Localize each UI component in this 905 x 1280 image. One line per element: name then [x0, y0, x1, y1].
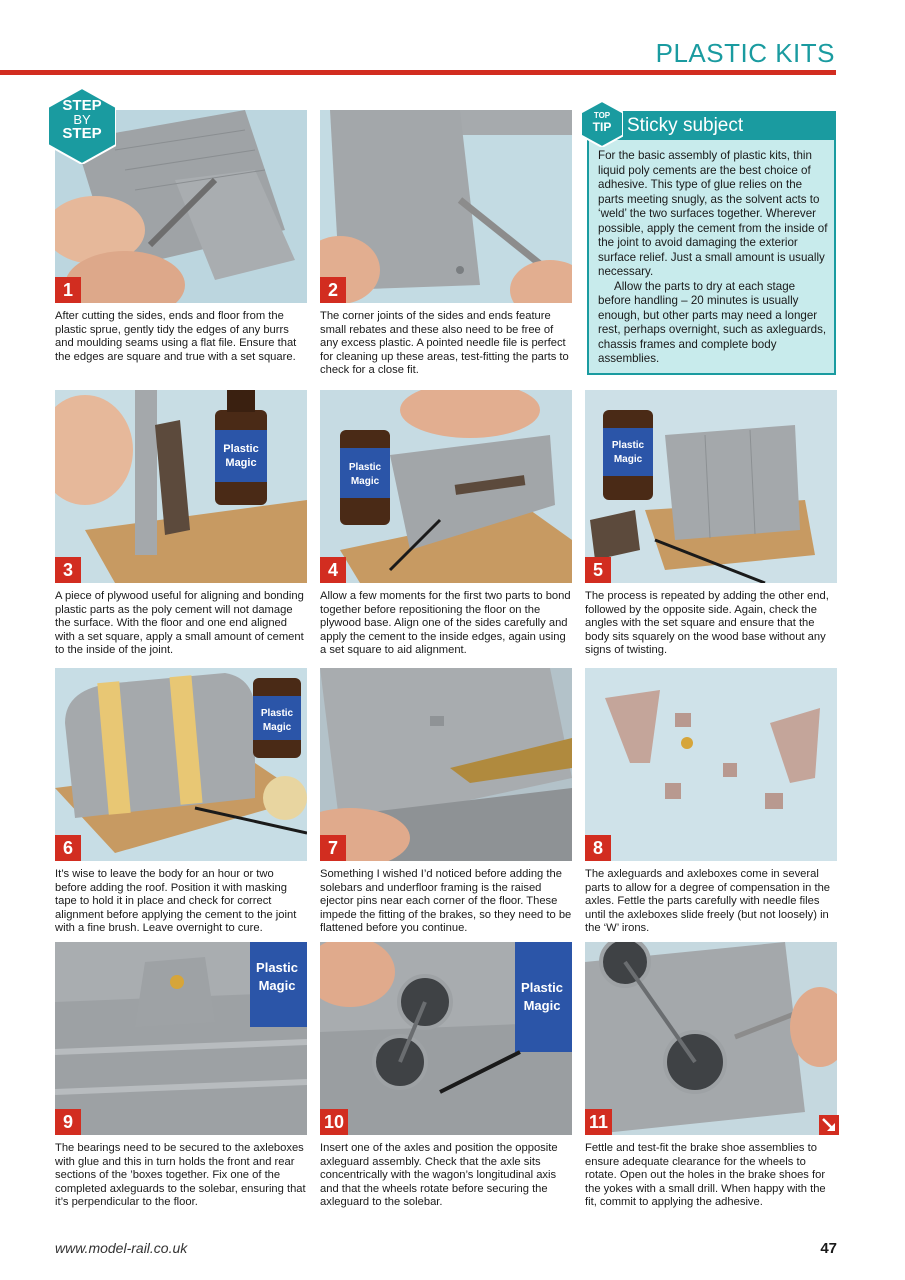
- step-8-photo: [585, 668, 837, 861]
- footer-url: www.model-rail.co.uk: [55, 1240, 188, 1256]
- step-1-caption: After cutting the sides, ends and floor from the plastic sprue, gently tidy the edges of any burrs and moulding seams using a flat file. Ensure that the edges are square and true with a set square.: [55, 310, 297, 363]
- tip-paragraph-2: Allow the parts to dry at each stage before handling – 20 minutes is usually enough, but other parts may need a longer rest, perhaps overnight, such as axleguards, chassis frames and complete body assemblies.: [598, 279, 827, 365]
- step-9: [55, 942, 307, 1210]
- section-title: PLASTIC KITS: [655, 38, 835, 68]
- step-5: [585, 390, 837, 658]
- page-number: 47: [820, 1240, 837, 1257]
- step-5-bottle-label-1: Plastic: [611, 440, 645, 451]
- step-2-caption: The corner joints of the sides and ends feature small rebates and these also need to be free of any excess plastic. A pointed needle file is perfect for cleaning up these areas, test-fitting the parts to check for a close fit.: [320, 310, 569, 377]
- step-6: [55, 668, 307, 936]
- step-3-caption: A piece of plywood useful for aligning and bonding plastic parts as the poly cement will not damage the surface. With the floor and one end aligned with a set square, apply a small amount of cement to the inside of the joint.: [55, 590, 304, 657]
- step-5-caption: The process is repeated by adding the other end, followed by the opposite side. Again, check the angles with the set square and ensure that the body sits squarely on the wood base without any signs of twisting.: [585, 590, 829, 657]
- step-7-photo: [320, 668, 572, 861]
- step-11-caption: Fettle and test-fit the brake shoe assemblies to ensure adequate clearance for the wheels to rotate. Open out the holes in the brake shoes for the yokes with a small drill. When happy with the fit, commit to applying the adhesive.: [585, 1142, 826, 1209]
- step-6-number: 6: [55, 835, 81, 861]
- step-10-caption: Insert one of the axles and position the opposite axleguard assembly. Check that the axle sits concentrically with the wagon’s longitudinal axis and that the wheels rotate before securing the axleguard to the solebar.: [320, 1142, 558, 1209]
- step-5-photo: [585, 390, 837, 583]
- step-10-bottle-label-2: Magic: [523, 998, 561, 1013]
- step-4-bottle-label-2: Magic: [350, 476, 380, 487]
- step-2-number: 2: [320, 277, 346, 303]
- step-2: [320, 110, 572, 378]
- step-9-caption: The bearings need to be secured to the axleboxes with glue and this in turn holds the front and rear sections of the ’boxes together. Fix one of the completed axleguards to the solebar, ensuring that it’s perpendicular to the floor.: [55, 1142, 306, 1209]
- step-4-photo: [320, 390, 572, 583]
- step-10: [320, 942, 572, 1210]
- top-tip-badge: [581, 101, 623, 147]
- tip-title: Sticky subject: [627, 115, 744, 136]
- tip-paragraph-1: For the basic assembly of plastic kits, thin liquid poly cements are the best choice of adhesive. This type of glue relies on the parts meeting snugly, as the solvent acts to ‘weld’ the two surfaces together. Wherever possible, apply the cement from the inside of the joint to avoid damaging the exterior surface relief. Just a small amount is usually necessary.: [598, 149, 828, 278]
- continue-arrow-icon: [819, 1115, 839, 1135]
- step-5-number: 5: [585, 557, 611, 583]
- step-badge-line2: BY: [73, 112, 91, 127]
- step-4: [320, 390, 572, 658]
- step-9-number: 9: [55, 1109, 81, 1135]
- step-9-photo: [55, 942, 307, 1135]
- step-3-photo: [55, 390, 307, 583]
- step-10-bottle-label-1: Plastic: [521, 980, 563, 995]
- step-7-number: 7: [320, 835, 346, 861]
- step-11-number: 11: [585, 1109, 612, 1135]
- tip-badge-top: TOP: [593, 111, 611, 120]
- step-8-number: 8: [585, 835, 611, 861]
- step-4-number: 4: [320, 557, 346, 583]
- step-9-bottle-label-2: Magic: [258, 978, 296, 993]
- step-1-number: 1: [55, 277, 81, 303]
- step-7-caption: Something I wished I’d noticed before adding the solebars and underfloor framing is the raised ejector pins near each corner of the floor. These impede the fitting of the brakes, so they need to be flattened before you continue.: [320, 868, 572, 935]
- step-10-number: 10: [320, 1109, 348, 1135]
- step-4-bottle-label-1: Plastic: [348, 462, 382, 473]
- step-3: [55, 390, 307, 658]
- step-7: [320, 668, 572, 936]
- step-badge-line3: STEP: [62, 125, 102, 142]
- step-3-bottle-label-2: Magic: [225, 457, 257, 469]
- step-11: [585, 942, 837, 1210]
- top-tip-box: [587, 111, 836, 375]
- step-8-caption: The axleguards and axleboxes come in several parts to allow for a degree of compensation in the axles. Fettle the parts carefully with needle files until the axleboxes slide freely (but not loosely) in the ‘W’ irons.: [585, 868, 831, 935]
- step-3-bottle-label-1: Plastic: [223, 443, 259, 455]
- step-badge-line1: STEP: [62, 97, 102, 114]
- step-5-bottle-label-2: Magic: [613, 454, 643, 465]
- tip-badge-bottom: TIP: [592, 120, 612, 134]
- step-6-bottle-label-2: Magic: [262, 722, 292, 733]
- tip-body: [598, 149, 830, 367]
- step-6-photo: [55, 668, 307, 861]
- step-6-bottle-label-1: Plastic: [260, 708, 294, 719]
- step-11-photo: [585, 942, 837, 1135]
- step-9-bottle-label-1: Plastic: [256, 960, 298, 975]
- header-rule: [0, 70, 836, 75]
- step-10-photo: [320, 942, 572, 1135]
- step-6-caption: It’s wise to leave the body for an hour or two before adding the roof. Position it with masking tape to hold it in place and check for correct alignment before applying the cement to the joint with a fine brush. Leave overnight to cure.: [55, 868, 297, 935]
- step-by-step-badge: [48, 88, 116, 164]
- step-2-photo: [320, 110, 572, 303]
- step-4-caption: Allow a few moments for the first two parts to bond together before repositioning the floor on the plywood base. Align one of the sides carefully and apply the cement to the inside edges, again using a set square to aid alignment.: [320, 590, 571, 657]
- step-3-number: 3: [55, 557, 81, 583]
- step-8: [585, 668, 837, 936]
